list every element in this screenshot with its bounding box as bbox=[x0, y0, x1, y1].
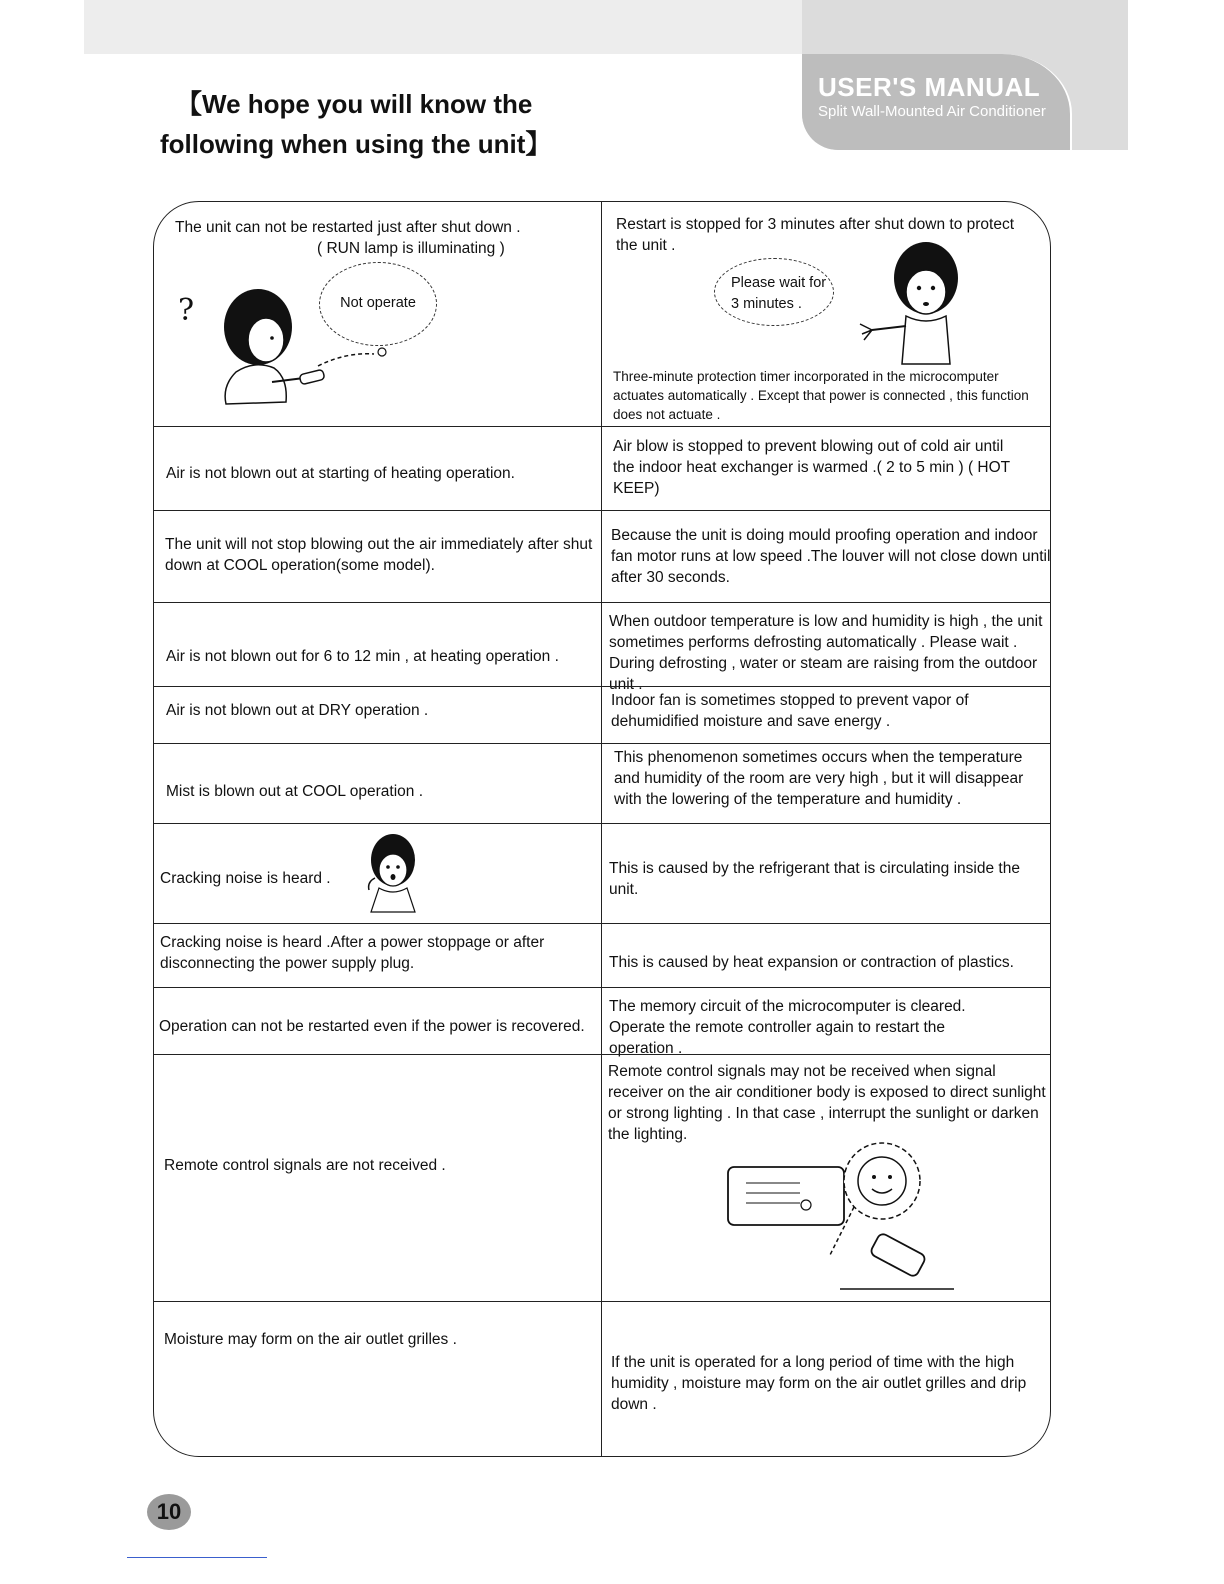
problem-text: Remote control signals are not received . bbox=[164, 1157, 446, 1174]
problem-cell bbox=[154, 824, 602, 923]
problem-cell bbox=[154, 988, 602, 1054]
footer-link-underline bbox=[127, 1557, 267, 1558]
surprised-girl-illustration bbox=[359, 830, 421, 914]
problem-text: Air is not blown out at DRY operation . bbox=[166, 702, 429, 719]
manual-subtitle: Split Wall-Mounted Air Conditioner bbox=[818, 103, 1046, 120]
explanation-text: Air blow is stopped to prevent blowing out of cold air until the indoor heat exchanger is warmed .( 2 to 5 min ) ( HOT KEEP) bbox=[613, 438, 1010, 497]
problem-text: The unit can not be restarted just after shut down . bbox=[175, 219, 521, 236]
problem-cell bbox=[154, 687, 602, 743]
explanation-cell bbox=[602, 1055, 1050, 1301]
manual-badge bbox=[802, 0, 1128, 150]
sunlight-on-unit-illustration bbox=[722, 1137, 962, 1297]
table-row bbox=[154, 602, 1050, 693]
table-row bbox=[154, 923, 1050, 987]
table-row bbox=[154, 686, 1050, 743]
table-row bbox=[154, 987, 1050, 1057]
explanation-text: If the unit is operated for a long period of time with the high humidity , moisture may form on the air outlet grilles and drip down . bbox=[611, 1354, 1027, 1413]
problem-text: Moisture may form on the air outlet grilles . bbox=[164, 1331, 457, 1348]
heading-line-2: following when using the unit】 bbox=[160, 129, 552, 159]
wait-bubble bbox=[714, 258, 834, 326]
explanation-cell bbox=[602, 988, 1050, 1057]
explanation-text: Restart is stopped for 3 minutes after shut down to protect the unit . bbox=[616, 216, 1015, 254]
girl-pointing-illustration bbox=[854, 238, 974, 368]
problem-text: Mist is blown out at COOL operation . bbox=[166, 783, 424, 800]
problem-text: Operation can not be restarted even if the power is recovered. bbox=[159, 1018, 585, 1035]
explanation-cell bbox=[602, 744, 1050, 823]
page-heading bbox=[160, 84, 620, 164]
heading-line-1: 【We hope you will know the bbox=[176, 89, 533, 119]
explanation-text: When outdoor temperature is low and humidity is high , the unit sometimes performs defrosting automatically . Please wait . During defrosting , water or steam are raising from the outdoor unit . bbox=[609, 613, 1043, 693]
explanation-note: Three-minute protection timer incorporated in the microcomputer actuates automatically . Except that power is connected , this function does not actuate . bbox=[613, 369, 1029, 422]
problem-cell bbox=[154, 1055, 602, 1301]
explanation-text: Because the unit is doing mould proofing operation and indoor fan motor runs at low speed .The louver will not close down until after 30 seconds. bbox=[611, 527, 1051, 586]
explanation-cell bbox=[602, 202, 1050, 426]
explanation-text: This phenomenon sometimes occurs when the temperature and humidity of the room are very high , but it will disappear with the lowering of the temperature and humidity . bbox=[614, 749, 1024, 808]
explanation-cell bbox=[602, 824, 1050, 923]
explanation-cell bbox=[602, 924, 1050, 987]
confused-girl-illustration bbox=[176, 282, 396, 417]
svg-text:?: ? bbox=[178, 293, 195, 328]
bubble-text: Not operate bbox=[340, 295, 416, 311]
explanation-cell bbox=[602, 603, 1050, 693]
problem-text: Air is not blown out for 6 to 12 min , at heating operation . bbox=[166, 648, 559, 665]
table-row bbox=[154, 1054, 1050, 1301]
explanation-text: The memory circuit of the microcomputer is cleared. Operate the remote controller again to restart the operation . bbox=[609, 998, 966, 1057]
explanation-cell bbox=[602, 427, 1050, 510]
explanation-cell bbox=[602, 687, 1050, 743]
wait-bubble-text: Please wait for 3 minutes . bbox=[731, 275, 827, 312]
explanation-cell bbox=[602, 1302, 1050, 1457]
problem-cell bbox=[154, 511, 602, 602]
page-number: 10 bbox=[147, 1494, 191, 1530]
problem-text: Cracking noise is heard .After a power stoppage or after disconnecting the power supply plug. bbox=[160, 934, 545, 972]
table-row bbox=[154, 426, 1050, 510]
troubleshooting-table bbox=[153, 201, 1051, 1457]
explanation-text: This is caused by heat expansion or contraction of plastics. bbox=[609, 954, 1014, 971]
table-row bbox=[154, 1301, 1050, 1457]
problem-cell bbox=[154, 924, 602, 987]
explanation-cell bbox=[602, 511, 1050, 602]
manual-title: USER'S MANUAL bbox=[818, 72, 1041, 102]
problem-text: The unit will not stop blowing out the air immediately after shut down at COOL operation(some model). bbox=[165, 536, 593, 574]
problem-text: Air is not blown out at starting of heating operation. bbox=[166, 465, 515, 482]
problem-cell bbox=[154, 744, 602, 823]
problem-note: ( RUN lamp is illuminating ) bbox=[317, 240, 505, 257]
explanation-text: Remote control signals may not be received when signal receiver on the air conditioner body is exposed to direct sunlight or strong lighting . In that case , interrupt the sunlight or darken the lighting. bbox=[608, 1063, 1046, 1143]
problem-cell bbox=[154, 202, 602, 426]
explanation-text: Indoor fan is sometimes stopped to prevent vapor of dehumidified moisture and save energy . bbox=[611, 692, 969, 730]
problem-text: Cracking noise is heard . bbox=[160, 870, 331, 887]
table-row bbox=[154, 202, 1050, 426]
explanation-text: This is caused by the refrigerant that is circulating inside the unit. bbox=[609, 860, 1020, 898]
table-row bbox=[154, 823, 1050, 923]
table-row bbox=[154, 743, 1050, 823]
problem-cell bbox=[154, 603, 602, 686]
problem-cell bbox=[154, 427, 602, 510]
problem-cell bbox=[154, 1302, 602, 1457]
table-row bbox=[154, 510, 1050, 602]
